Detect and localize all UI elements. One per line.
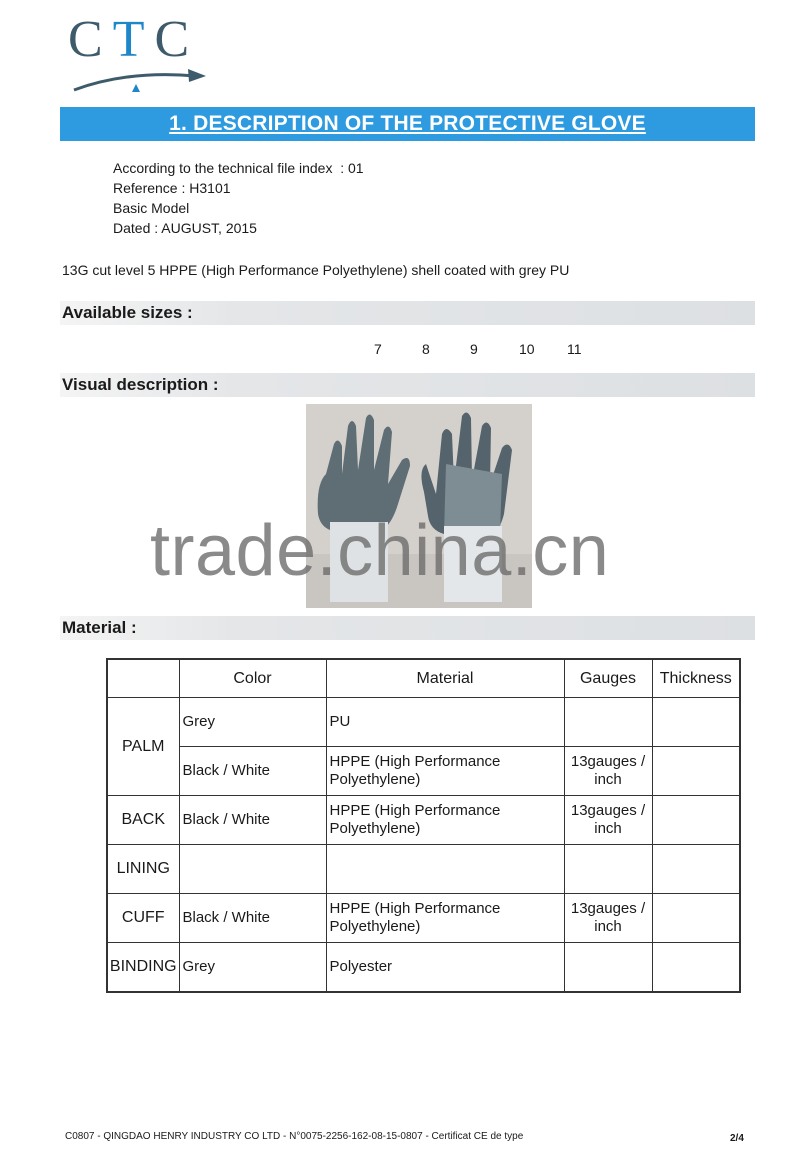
part-cell: BINDING: [107, 943, 179, 993]
certificate-footer: C0807 - QINGDAO HENRY INDUSTRY CO LTD - N°0075-2256-162-08-15-0807 - Certificat CE de type: [65, 1131, 524, 1142]
material-section-header: [60, 616, 755, 640]
file-index-line: According to the technical file index : 01: [113, 160, 364, 176]
material-cell: PU: [326, 698, 564, 747]
visual-heading: Visual description :: [62, 375, 219, 394]
table-row: [107, 845, 740, 894]
color-cell: Black / White: [179, 796, 326, 845]
material-table: [106, 658, 741, 993]
thickness-cell: [652, 747, 740, 796]
size-item: 11: [567, 341, 582, 357]
color-cell: Grey: [179, 698, 326, 747]
table-row: [107, 943, 740, 993]
color-cell: [179, 845, 326, 894]
ctc-logo: [68, 12, 218, 92]
reference-line: Reference : H3101: [113, 180, 231, 196]
technical-file-info: [113, 158, 364, 238]
product-description: 13G cut level 5 HPPE (High Performance Polyethylene) shell coated with grey PU: [62, 262, 570, 278]
material-cell: Polyester: [326, 943, 564, 993]
column-header: Color: [179, 659, 326, 698]
thickness-cell: [652, 943, 740, 993]
color-cell: Black / White: [179, 894, 326, 943]
thickness-cell: [652, 845, 740, 894]
material-cell: HPPE (High Performance Polyethylene): [326, 894, 564, 943]
column-header: Material: [326, 659, 564, 698]
dated-line: Dated : AUGUST, 2015: [113, 220, 257, 236]
gauges-cell: [564, 943, 652, 993]
gauges-cell: 13gauges / inch: [564, 796, 652, 845]
material-cell: [326, 845, 564, 894]
section-title-banner: [60, 107, 755, 141]
color-cell: Black / White: [179, 747, 326, 796]
table-row: [107, 698, 740, 747]
ctc-logo-text: CTC: [68, 11, 200, 68]
color-cell: Grey: [179, 943, 326, 993]
part-cell: LINING: [107, 845, 179, 894]
size-item: 8: [422, 341, 430, 357]
sizes-section-header: [60, 301, 755, 325]
thickness-cell: [652, 894, 740, 943]
part-cell: CUFF: [107, 894, 179, 943]
gauges-cell: 13gauges / inch: [564, 747, 652, 796]
gauges-cell: [564, 698, 652, 747]
column-header: [107, 659, 179, 698]
table-row: [107, 796, 740, 845]
part-cell: BACK: [107, 796, 179, 845]
column-header: Thickness: [652, 659, 740, 698]
page-number: 2/4: [730, 1133, 744, 1144]
sizes-heading: Available sizes :: [62, 303, 193, 322]
gauges-cell: 13gauges / inch: [564, 894, 652, 943]
model-line: Basic Model: [113, 200, 190, 216]
table-row: [107, 894, 740, 943]
table-header-row: [107, 659, 740, 698]
page-title: 1. DESCRIPTION OF THE PROTECTIVE GLOVE: [169, 112, 646, 135]
column-header: Gauges: [564, 659, 652, 698]
size-item: 7: [374, 341, 382, 357]
logo-swoosh-icon: [68, 60, 218, 96]
material-cell: HPPE (High Performance Polyethylene): [326, 747, 564, 796]
size-item: 9: [470, 341, 478, 357]
table-row: [107, 747, 740, 796]
size-item: 10: [519, 341, 535, 357]
watermark-text: trade.china.cn: [150, 511, 610, 591]
gauges-cell: [564, 845, 652, 894]
material-cell: HPPE (High Performance Polyethylene): [326, 796, 564, 845]
thickness-cell: [652, 796, 740, 845]
visual-section-header: [60, 373, 755, 397]
part-cell: PALM: [107, 698, 179, 796]
thickness-cell: [652, 698, 740, 747]
material-heading: Material :: [62, 618, 137, 637]
